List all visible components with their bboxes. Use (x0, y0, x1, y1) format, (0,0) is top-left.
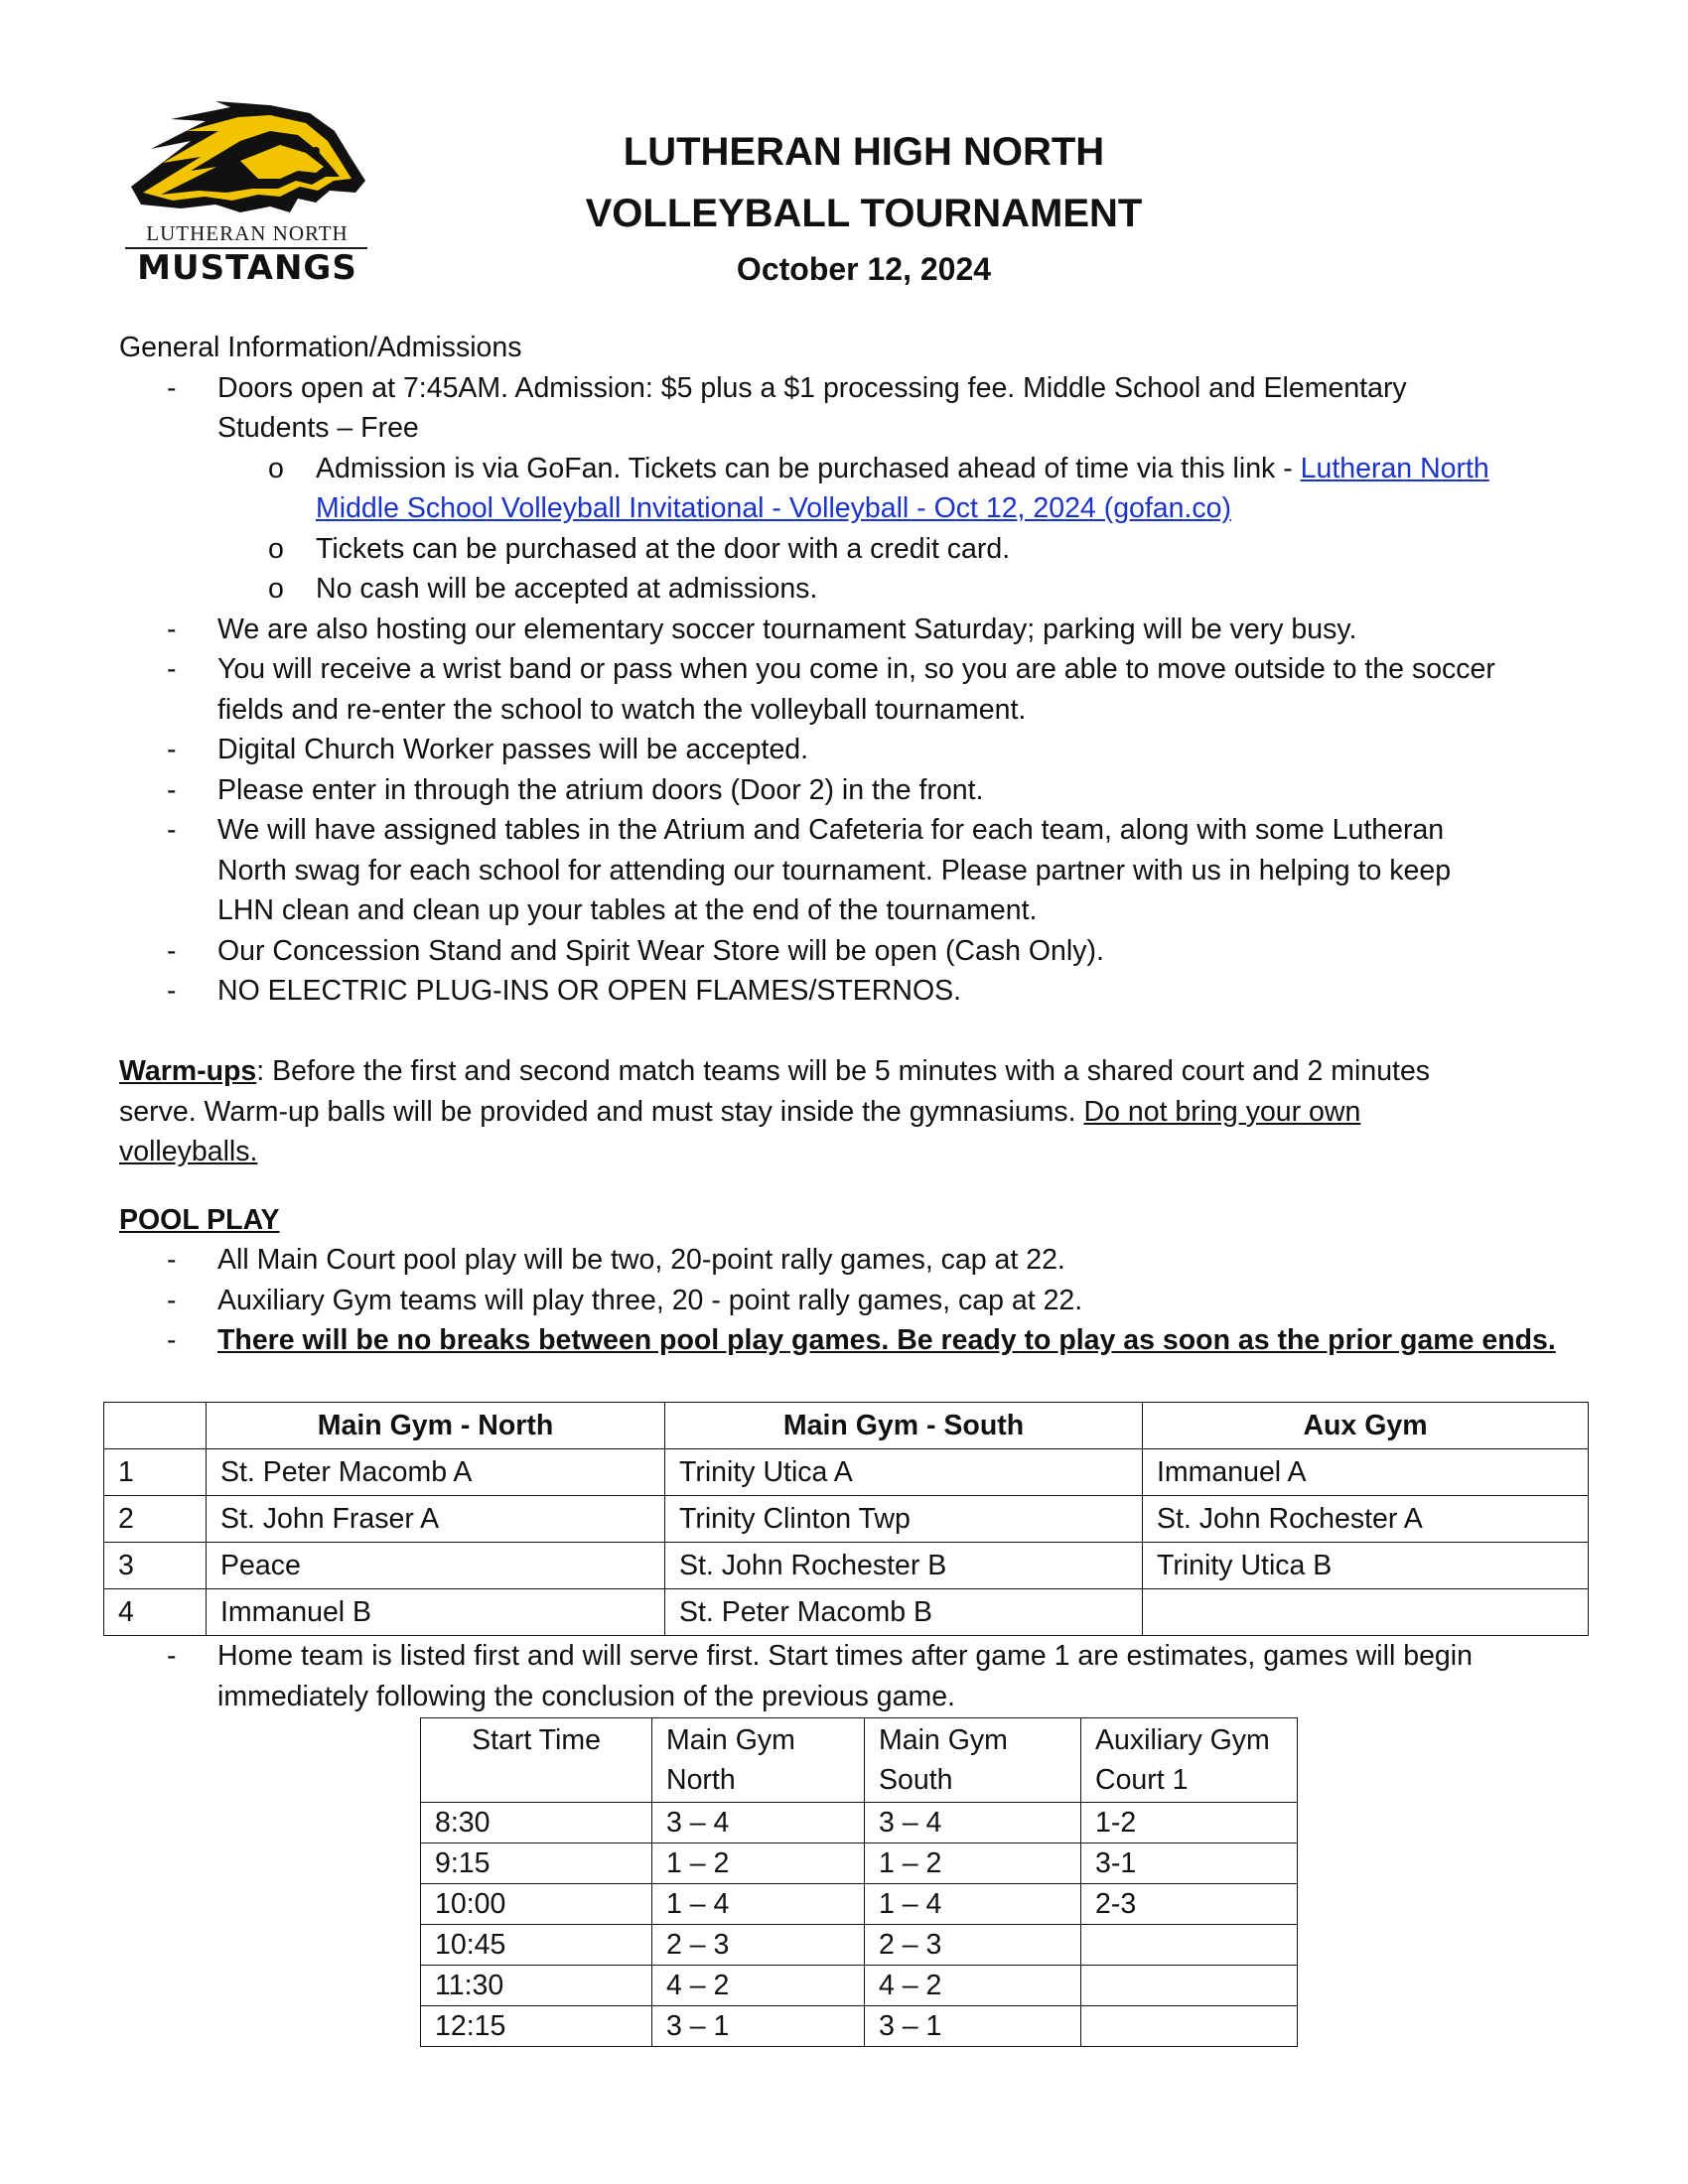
bullet-dash: - (167, 1640, 177, 1672)
list-item-text: We will have assigned tables in the Atrium and Cafeteria for each team, along with some Lutheran (217, 814, 1445, 846)
warmups-text: serve. Warm-up balls will be provided and must stay inside the gymnasiums. (119, 1095, 1084, 1128)
table-header-cell (865, 1718, 1081, 1803)
list-item (119, 1320, 1589, 1361)
table-cell: St. John Rochester B (665, 1543, 1143, 1589)
list-item (119, 1240, 1589, 1281)
warmups-label: Warm-ups (119, 1055, 257, 1087)
table-cell: 4 – 2 (865, 1966, 1081, 2006)
list-item (119, 971, 1589, 1012)
table-cell: 10:00 (421, 1884, 652, 1925)
list-item-continuation: immediately following the conclusion of the previous game. (217, 1680, 955, 1712)
logo-school-name: LUTHERAN NORTH (146, 221, 349, 245)
schedule-table (420, 1717, 1298, 2047)
table-cell: 3 – 1 (652, 2006, 865, 2047)
gofan-link-continuation[interactable]: Middle School Volleyball Invitational - Volleyball - Oct 12, 2024 (gofan.co) (316, 492, 1232, 524)
warmups-emphasis: Do not bring your own (1083, 1095, 1361, 1128)
table-cell: 2-3 (1081, 1884, 1298, 1925)
sub-list-item-continuation (119, 488, 1589, 529)
table-row (421, 1966, 1298, 2006)
sub-list-item (119, 569, 1589, 610)
bullet-dash: - (167, 934, 177, 967)
header-line: Main Gym (879, 1724, 1008, 1756)
bullet-dash: - (167, 613, 177, 645)
header-line: Court 1 (1095, 1764, 1189, 1796)
pool-assignment-table (103, 1402, 1589, 1636)
table-cell: Trinity Utica B (1143, 1543, 1589, 1589)
table-cell: 8:30 (421, 1803, 652, 1843)
table-cell: St. Peter Macomb B (665, 1589, 1143, 1636)
header-line: North (666, 1764, 736, 1796)
header-line: Auxiliary Gym (1095, 1724, 1270, 1756)
table-cell: 3 – 1 (865, 2006, 1081, 2047)
table-cell: 1 (104, 1449, 207, 1496)
list-item-continuation: North swag for each school for attending our tournament. Please partner with us in helping to keep (217, 854, 1452, 887)
list-item (119, 770, 1589, 811)
table-row (421, 1925, 1298, 1966)
bullet-dash: - (167, 1244, 177, 1276)
table-header-row (104, 1403, 1589, 1449)
table-cell: Immanuel A (1143, 1449, 1589, 1496)
warmups-paragraph (119, 1051, 1589, 1092)
list-item-continuation: fields and re-enter the school to watch the volleyball tournament. (217, 693, 1027, 726)
list-item (119, 649, 1589, 690)
table-cell (1081, 1966, 1298, 2006)
table-row (104, 1449, 1589, 1496)
table-cell (1081, 1925, 1298, 1966)
table-header-cell (1081, 1718, 1298, 1803)
list-item-text: Auxiliary Gym teams will play three, 20 - point rally games, cap at 22. (217, 1284, 1083, 1316)
table-row (421, 1843, 1298, 1884)
gofan-link[interactable]: Lutheran North (1300, 452, 1489, 484)
table-cell: Immanuel B (207, 1589, 665, 1636)
bullet-dash: - (167, 371, 177, 404)
table-cell: 3 (104, 1543, 207, 1589)
table-cell: 2 (104, 1496, 207, 1543)
list-item (119, 610, 1589, 650)
table-cell: 2 – 3 (865, 1925, 1081, 1966)
list-item (119, 368, 1589, 409)
table-cell: St. John Fraser A (207, 1496, 665, 1543)
table-row (104, 1496, 1589, 1543)
section-heading-pool-play: POOL PLAY (119, 1203, 280, 1236)
sub-list-item-text: Tickets can be purchased at the door with a credit card. (316, 532, 1011, 565)
warmups-paragraph-line (119, 1092, 1589, 1133)
table-row (421, 2006, 1298, 2047)
table-row (104, 1543, 1589, 1589)
table-cell: 4 – 2 (652, 1966, 865, 2006)
bullet-dash: - (167, 1284, 177, 1316)
list-item-continuation: Students – Free (217, 412, 419, 444)
table-cell: Trinity Clinton Twp (665, 1496, 1143, 1543)
header-line: South (879, 1764, 953, 1796)
table-cell: 3 – 4 (652, 1803, 865, 1843)
list-item (119, 730, 1589, 770)
list-item-text: Doors open at 7:45AM. Admission: $5 plus a $1 processing fee. Middle School and Elementary (217, 371, 1407, 404)
table-row (421, 1803, 1298, 1843)
table-cell: 1 – 4 (652, 1884, 865, 1925)
table-cell: 1 – 4 (865, 1884, 1081, 1925)
table-cell: 2 – 3 (652, 1925, 865, 1966)
general-info-section (119, 328, 1589, 1361)
spacer (119, 1012, 1589, 1052)
bullet-dash: - (167, 773, 177, 806)
list-item (119, 1636, 1589, 1677)
document-title (536, 121, 1192, 294)
table-header-cell: Aux Gym (1143, 1403, 1589, 1449)
spacer (119, 1172, 1589, 1200)
list-item-text: Home team is listed first and will serve first. Start times after game 1 are estimates, games will begin (217, 1640, 1473, 1672)
list-item-text: We are also hosting our elementary soccer tournament Saturday; parking will be very busy. (217, 613, 1357, 645)
list-item-text: Please enter in through the atrium doors (Door 2) in the front. (217, 773, 984, 806)
table-cell: 4 (104, 1589, 207, 1636)
table-cell: 12:15 (421, 2006, 652, 2047)
schedule-note (119, 1636, 1589, 1716)
sub-list-item-text: No cash will be accepted at admissions. (316, 573, 818, 605)
bullet-dash: - (167, 814, 177, 846)
sub-list-item (119, 449, 1589, 489)
table-cell: 11:30 (421, 1966, 652, 2006)
sub-list-item (119, 529, 1589, 570)
title-line-2: VOLLEYBALL TOURNAMENT (585, 192, 1143, 235)
bullet-dash: - (167, 653, 177, 685)
warmups-emphasis-continuation: volleyballs. (119, 1136, 258, 1167)
bullet-dash: - (167, 1324, 177, 1356)
list-item (119, 1281, 1589, 1321)
list-item (119, 931, 1589, 972)
table-header-cell (652, 1718, 865, 1803)
table-cell: St. John Rochester A (1143, 1496, 1589, 1543)
section-heading-general: General Information/Admissions (119, 332, 522, 363)
table-header-cell: Main Gym - South (665, 1403, 1143, 1449)
table-cell: 10:45 (421, 1925, 652, 1966)
header-line: Start Time (472, 1724, 601, 1756)
list-item-text-emphasis: There will be no breaks between pool play games. Be ready to play as soon as the prior game ends. (217, 1324, 1556, 1356)
table-header-cell (104, 1403, 207, 1449)
header-line: Main Gym (666, 1724, 795, 1756)
table-cell: 1-2 (1081, 1803, 1298, 1843)
table-cell: Peace (207, 1543, 665, 1589)
table-header-row (421, 1718, 1298, 1803)
mustang-head-icon (121, 101, 369, 220)
school-logo (121, 101, 369, 290)
list-item (119, 810, 1589, 851)
list-item-text: You will receive a wrist band or pass when you come in, so you are able to move outside to the soccer (217, 653, 1495, 685)
list-item-text: All Main Court pool play will be two, 20-point rally games, cap at 22. (217, 1244, 1065, 1276)
bullet-dash: - (167, 734, 177, 765)
list-item-text: Our Concession Stand and Spirit Wear Store will be open (Cash Only). (217, 934, 1104, 967)
table-cell: 3-1 (1081, 1843, 1298, 1884)
list-item-continuation: LHN clean and clean up your tables at the end of the tournament. (217, 894, 1038, 926)
table-cell (1081, 2006, 1298, 2047)
bullet-circle-icon: o (268, 573, 284, 605)
event-date: October 12, 2024 (736, 251, 992, 287)
table-header-cell: Main Gym - North (207, 1403, 665, 1449)
bullet-circle-icon: o (268, 452, 284, 484)
bullet-dash: - (167, 975, 177, 1007)
bullet-circle-icon: o (268, 532, 284, 565)
table-cell: St. Peter Macomb A (207, 1449, 665, 1496)
table-cell: Trinity Utica A (665, 1449, 1143, 1496)
table-header-cell (421, 1718, 652, 1803)
title-line-1: LUTHERAN HIGH NORTH (623, 130, 1105, 174)
list-item-text: Digital Church Worker passes will be accepted. (217, 734, 809, 765)
warmups-text: : Before the first and second match teams will be 5 minutes with a shared court and 2 minutes (256, 1055, 1431, 1087)
table-cell: 9:15 (421, 1843, 652, 1884)
table-cell: 3 – 4 (865, 1803, 1081, 1843)
list-item-text: NO ELECTRIC PLUG-INS OR OPEN FLAMES/STERNOS. (217, 975, 962, 1007)
table-row (421, 1884, 1298, 1925)
table-cell: 1 – 2 (865, 1843, 1081, 1884)
sub-list-item-text: Admission is via GoFan. Tickets can be purchased ahead of time via this link - (316, 452, 1301, 484)
table-row (104, 1589, 1589, 1636)
table-cell: 1 – 2 (652, 1843, 865, 1884)
logo-mascot-name: MUSTANGS (137, 248, 357, 288)
table-cell (1143, 1589, 1589, 1636)
